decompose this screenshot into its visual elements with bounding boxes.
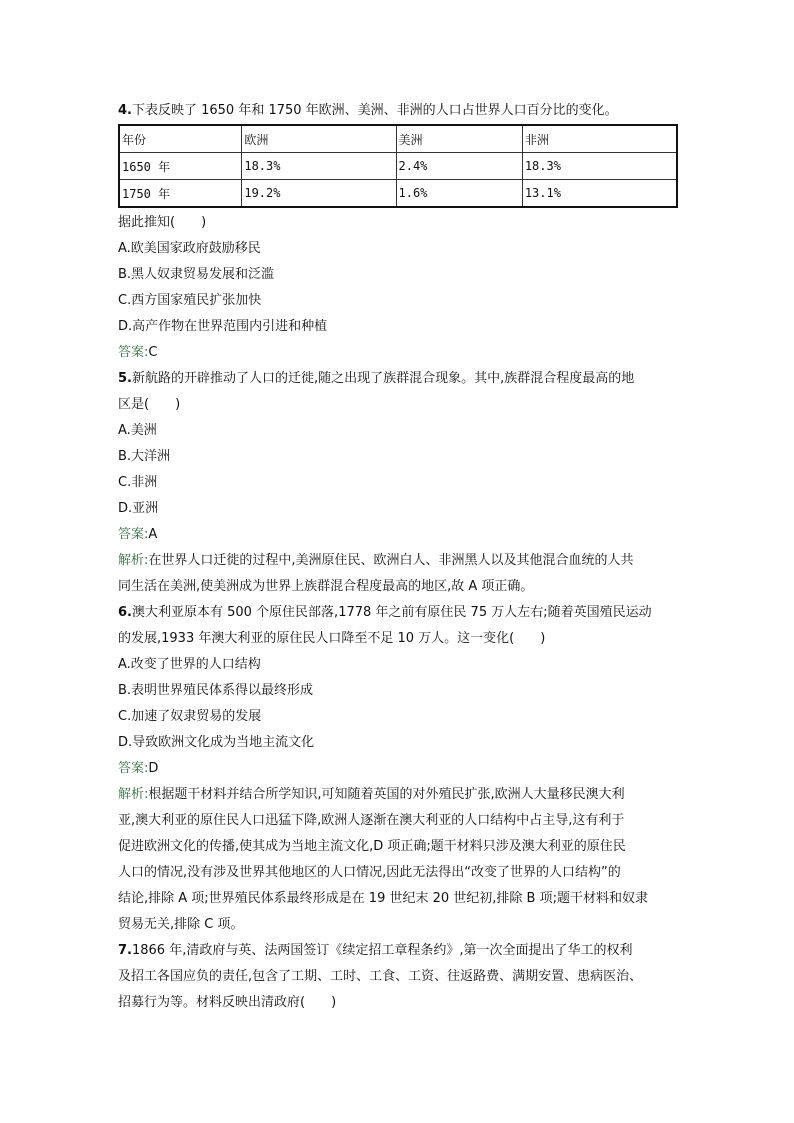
q5-analysis-line-1 <box>118 548 688 574</box>
q4-stem-line <box>118 98 688 124</box>
q5-option-a: A.美洲 <box>118 423 157 438</box>
q7-stem-line-1 <box>118 938 688 964</box>
table-cell: 1750 年 <box>119 180 242 208</box>
q5-number: 5. <box>118 371 132 386</box>
q4-stem: 下表反映了 1650 年和 1750 年欧洲、美洲、非洲的人口占世界人口百分比的变化。 <box>131 103 618 118</box>
q5-analysis-label: 解析: <box>118 553 149 568</box>
table-header-row <box>119 125 677 153</box>
q6-option-b: B.表明世界殖民体系得以最终形成 <box>118 683 314 698</box>
q4-option-c: C.西方国家殖民扩张加快 <box>118 293 262 308</box>
q7-stem-1: 1866 年,清政府与英、法两国签订《续定招工章程条约》,第一次全面提出了华工的权利 <box>131 943 633 958</box>
table-row <box>119 180 677 208</box>
table-cell: 18.3% <box>522 153 677 180</box>
table-cell: 19.2% <box>242 180 396 208</box>
q6-analysis-line-5: 结论,排除 A 项;世界殖民体系最终形成是在 19 世纪末 20 世纪初,排除 B 项;题干材料和奴隶 <box>118 891 648 906</box>
q7-stem-line-2: 及招工各国应负的责任,包含了工期、工时、工食、工资、往返路费、满期安置、患病医治、 <box>118 969 643 984</box>
table-header-cell: 非洲 <box>522 125 677 153</box>
q4-answer-line <box>118 340 688 366</box>
q5-stem-line-2: 区是( ) <box>118 397 181 412</box>
q6-answer: D <box>148 761 159 776</box>
q6-stem-line-1 <box>118 600 688 626</box>
q5-analysis-1: 在世界人口迁徙的过程中,美洲原住民、欧洲白人、非洲黑人以及其他混合血统的人共 <box>148 553 634 568</box>
table-header-cell: 年份 <box>119 125 242 153</box>
q7-number: 7. <box>118 943 132 958</box>
q7-stem-line-3: 招募行为等。材料反映出清政府( ) <box>118 995 337 1010</box>
q6-number: 6. <box>118 605 132 620</box>
q5-analysis-line-2: 同生活在美洲,使美洲成为世界上族群混合程度最高的地区,故 A 项正确。 <box>118 579 534 594</box>
table-cell: 1650 年 <box>119 153 242 180</box>
q6-answer-line <box>118 756 688 782</box>
q6-analysis-line-6: 贸易无关,排除 C 项。 <box>118 917 244 932</box>
population-table <box>118 124 678 208</box>
table-cell: 2.4% <box>396 153 522 180</box>
q5-answer: A <box>148 527 158 542</box>
q4-option-a: A.欧美国家政府鼓励移民 <box>118 241 261 256</box>
q5-option-c: C.非洲 <box>118 475 158 490</box>
table-header-cell: 美洲 <box>396 125 522 153</box>
q6-stem-line-2: 的发展,1933 年澳大利亚的原住民人口降至不足 10 万人。这一变化( ) <box>118 631 546 646</box>
q5-option-d: D.亚洲 <box>118 501 159 516</box>
document-page <box>118 98 688 1016</box>
q4-number: 4. <box>118 103 132 118</box>
q6-analysis-line-4: 人口的情况,没有涉及世界其他地区的人口情况,因此无法得出“改变了世界的人口结构”的 <box>118 865 621 880</box>
table-cell: 18.3% <box>242 153 396 180</box>
q5-answer-label: 答案: <box>118 527 149 542</box>
q6-analysis-line-3: 促进欧洲文化的传播,使其成为当地主流文化,D 项正确;题干材料只涉及澳大利亚的原住民 <box>118 839 626 854</box>
q6-analysis-line-2: 亚,澳大利亚的原住民人口迅猛下降,欧洲人逐渐在澳大利亚的人口结构中占主导,这有利于 <box>118 813 625 828</box>
table-cell: 13.1% <box>522 180 677 208</box>
q6-analysis-label: 解析: <box>118 787 149 802</box>
q6-option-a: A.改变了世界的人口结构 <box>118 657 261 672</box>
q5-option-b: B.大洋洲 <box>118 449 171 464</box>
q4-option-b: B.黑人奴隶贸易发展和泛滥 <box>118 267 275 282</box>
q6-option-c: C.加速了奴隶贸易的发展 <box>118 709 262 724</box>
q5-stem-1: 新航路的开辟推动了人口的迁徙,随之出现了族群混合现象。其中,族群混合程度最高的地 <box>131 371 635 386</box>
q6-option-d: D.导致欧洲文化成为当地主流文化 <box>118 735 315 750</box>
q5-answer-line <box>118 522 688 548</box>
q6-stem-1: 澳大利亚原本有 500 个原住民部落,1778 年之前有原住民 75 万人左右;随着英国殖民运动 <box>131 605 652 620</box>
q5-stem-line-1 <box>118 366 688 392</box>
table-cell: 1.6% <box>396 180 522 208</box>
q4-answer: C <box>148 345 158 360</box>
table-row <box>119 153 677 180</box>
q4-option-d: D.高产作物在世界范围内引进和种植 <box>118 319 328 334</box>
q6-analysis-1: 根据题干材料并结合所学知识,可知随着英国的对外殖民扩张,欧洲人大量移民澳大利 <box>148 787 625 802</box>
q4-answer-label: 答案: <box>118 345 149 360</box>
q6-analysis-line-1 <box>118 782 688 808</box>
table-header-cell: 欧洲 <box>242 125 396 153</box>
q4-prompt: 据此推知( ) <box>118 215 207 230</box>
q6-answer-label: 答案: <box>118 761 149 776</box>
